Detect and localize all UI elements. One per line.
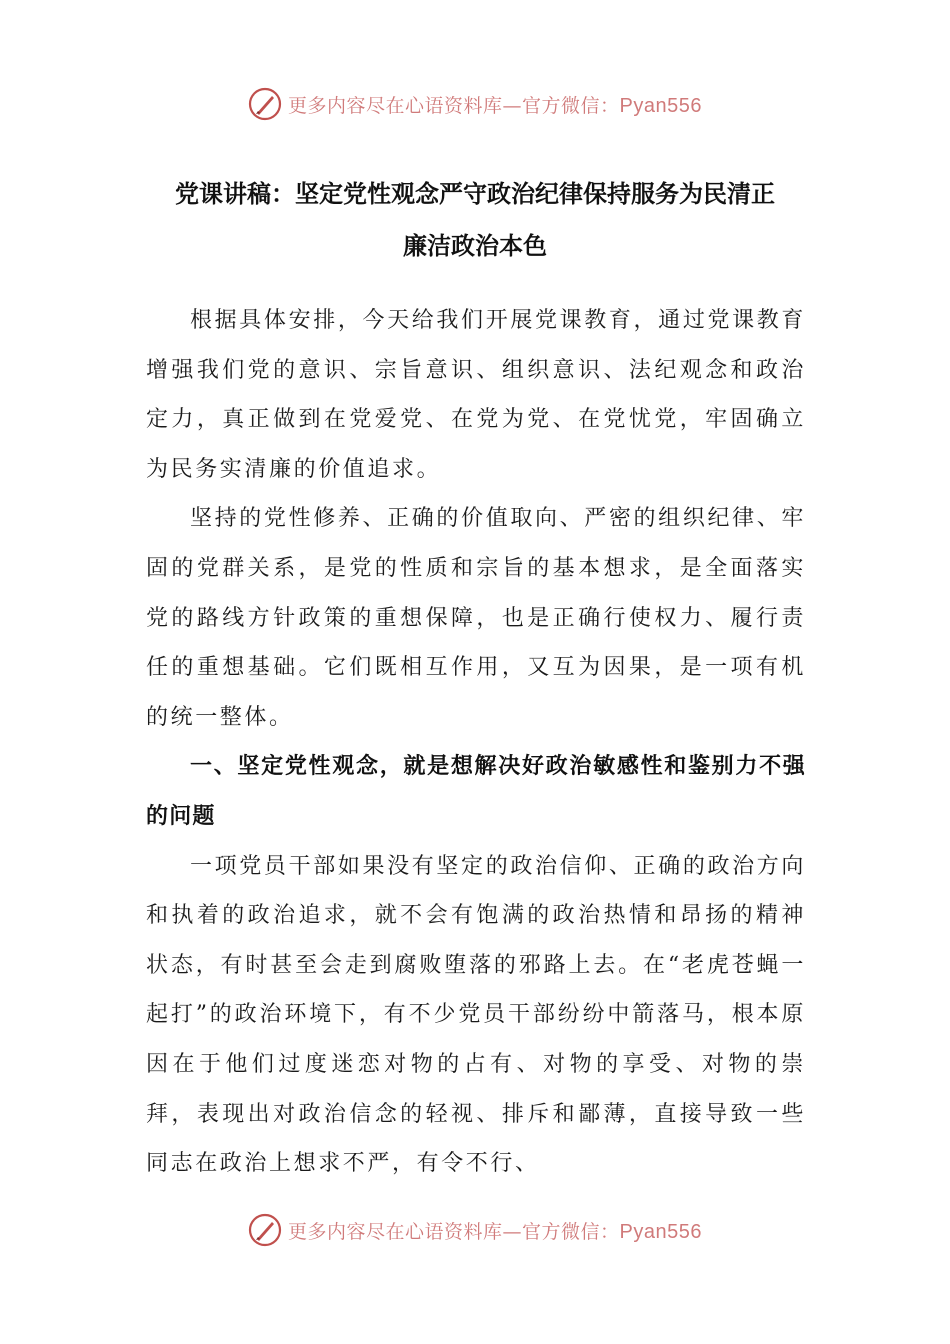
title-line-1: 党课讲稿：坚定党性观念严守政治纪律保持服务为民清正 xyxy=(175,180,775,208)
watermark-text xyxy=(288,1217,702,1244)
quill-pen-icon xyxy=(248,87,282,121)
watermark-text xyxy=(288,91,702,118)
body-paragraph-2: 坚持的党性修养、正确的价值取向、严密的组织纪律、牢固的党群关系，是党的性质和宗旨的基本想求，是全面落实党的路线方针政策的重想保障，也是正确行使权力、履行责任的重想基础。它们既相互作用，又互为因果，是一项有机的统一整体。 xyxy=(146,506,806,730)
document-title xyxy=(140,168,810,272)
footer-watermark xyxy=(0,1210,950,1250)
quill-pen-icon xyxy=(248,1213,282,1247)
watermark-label: 更多内容尽在心语资料库—官方微信： xyxy=(288,94,620,117)
watermark-wechat-id: Pyan556 xyxy=(619,94,702,117)
watermark-wechat-id: Pyan556 xyxy=(619,1220,702,1243)
body-paragraph-3: 一项党员干部如果没有坚定的政治信仰、正确的政治方向和执着的政治追求，就不会有饱满的政治热情和昂扬的精神状态，有时甚至会走到腐败堕落的邪路上去。在“老虎苍蝇一起打”的政治环境下，有不少党员干部纷纷中箭落马，根本原因在于他们过度迷恋对物的占有、对物的享受、对物的崇拜，表现出对政治信念的轻视、排斥和鄙薄，直接导致一些同志在政治上想求不严，有令不行、 xyxy=(146,853,806,1177)
title-line-2: 廉洁政治本色 xyxy=(403,232,547,260)
watermark-label: 更多内容尽在心语资料库—官方微信： xyxy=(288,1220,620,1243)
body-paragraph-1: 根据具体安排，今天给我们开展党课教育，通过党课教育增强我们党的意识、宗旨意识、组织意识、法纪观念和政治定力，真正做到在党爱党、在党为党、在党忧党，牢固确立为民务实清廉的价值追求。 xyxy=(146,308,806,482)
document-body xyxy=(146,296,806,1189)
header-watermark xyxy=(0,84,950,124)
section-heading-1: 一、坚定党性观念，就是想解决好政治敏感性和鉴别力不强的问题 xyxy=(146,754,806,829)
